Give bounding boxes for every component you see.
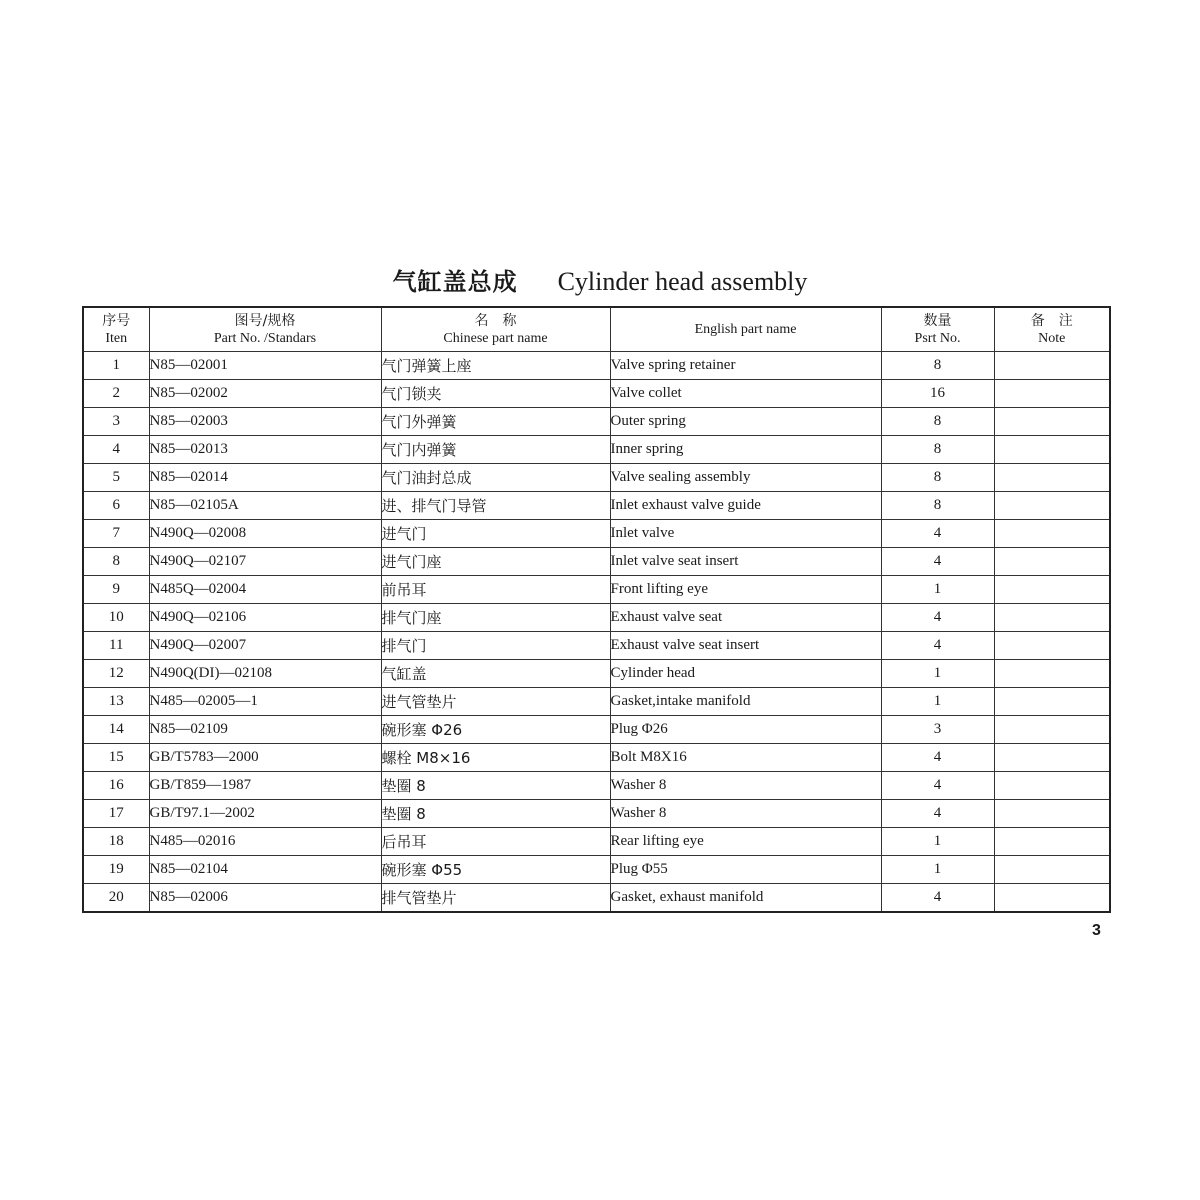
cell-part-number: N85—02002	[149, 380, 381, 408]
cell-note	[994, 660, 1110, 688]
table-row	[83, 632, 1110, 660]
cell-english-name: Inlet valve seat insert	[610, 548, 881, 576]
cell-chinese-name: 碗形塞 Φ26	[381, 716, 610, 744]
cell-item: 5	[83, 464, 149, 492]
cell-part-number: GB/T97.1—2002	[149, 800, 381, 828]
table-row	[83, 744, 1110, 772]
cell-note	[994, 688, 1110, 716]
cell-part-number: N85—02109	[149, 716, 381, 744]
cell-part-number: N85—02105A	[149, 492, 381, 520]
cell-note	[994, 884, 1110, 913]
cell-quantity: 1	[881, 688, 994, 716]
cell-quantity: 4	[881, 744, 994, 772]
table-row	[83, 352, 1110, 380]
cell-note	[994, 380, 1110, 408]
table-row	[83, 660, 1110, 688]
header-english-name: English part name	[610, 307, 881, 352]
cell-quantity: 1	[881, 856, 994, 884]
parts-table	[82, 306, 1111, 913]
cell-english-name: Valve collet	[610, 380, 881, 408]
cell-note	[994, 548, 1110, 576]
cell-quantity: 1	[881, 660, 994, 688]
cell-quantity: 4	[881, 520, 994, 548]
cell-english-name: Inlet valve	[610, 520, 881, 548]
cell-chinese-name: 后吊耳	[381, 828, 610, 856]
table-row	[83, 800, 1110, 828]
cell-item: 14	[83, 716, 149, 744]
cell-english-name: Rear lifting eye	[610, 828, 881, 856]
table-row	[83, 716, 1110, 744]
cell-note	[994, 436, 1110, 464]
cell-item: 2	[83, 380, 149, 408]
cell-quantity: 4	[881, 772, 994, 800]
cell-quantity: 8	[881, 352, 994, 380]
cell-item: 10	[83, 604, 149, 632]
cell-item: 8	[83, 548, 149, 576]
cell-quantity: 8	[881, 464, 994, 492]
cell-quantity: 8	[881, 492, 994, 520]
cell-english-name: Gasket, exhaust manifold	[610, 884, 881, 913]
cell-english-name: Plug Φ26	[610, 716, 881, 744]
cell-note	[994, 464, 1110, 492]
cell-quantity: 1	[881, 828, 994, 856]
cell-chinese-name: 进气门座	[381, 548, 610, 576]
table-row	[83, 828, 1110, 856]
cell-english-name: Inner spring	[610, 436, 881, 464]
cell-part-number: N85—02104	[149, 856, 381, 884]
table-row	[83, 548, 1110, 576]
cell-english-name: Valve spring retainer	[610, 352, 881, 380]
cell-note	[994, 856, 1110, 884]
cell-english-name: Exhaust valve seat insert	[610, 632, 881, 660]
cell-chinese-name: 垫圈 8	[381, 772, 610, 800]
cell-english-name: Valve sealing assembly	[610, 464, 881, 492]
title-chinese: 气缸盖总成	[392, 268, 518, 296]
cell-chinese-name: 前吊耳	[381, 576, 610, 604]
cell-part-number: N85—02001	[149, 352, 381, 380]
cell-note	[994, 408, 1110, 436]
cell-quantity: 4	[881, 604, 994, 632]
cell-chinese-name: 垫圈 8	[381, 800, 610, 828]
cell-part-number: N490Q—02008	[149, 520, 381, 548]
header-quantity: 数量 Psrt No.	[881, 307, 994, 352]
cell-part-number: N490Q(DI)—02108	[149, 660, 381, 688]
title-english: Cylinder head assembly	[557, 267, 808, 296]
cell-english-name: Gasket,intake manifold	[610, 688, 881, 716]
cell-chinese-name: 排气门座	[381, 604, 610, 632]
table-row	[83, 520, 1110, 548]
cell-quantity: 8	[881, 436, 994, 464]
cell-note	[994, 576, 1110, 604]
cell-part-number: N490Q—02106	[149, 604, 381, 632]
header-chinese-name: 名 称 Chinese part name	[381, 307, 610, 352]
cell-item: 7	[83, 520, 149, 548]
cell-note	[994, 520, 1110, 548]
page-title	[0, 262, 1200, 302]
table-row	[83, 408, 1110, 436]
cell-english-name: Outer spring	[610, 408, 881, 436]
cell-quantity: 16	[881, 380, 994, 408]
cell-part-number: GB/T859—1987	[149, 772, 381, 800]
header-part-number: 图号/规格 Part No. /Standars	[149, 307, 381, 352]
table-row	[83, 604, 1110, 632]
cell-part-number: N85—02014	[149, 464, 381, 492]
cell-quantity: 8	[881, 408, 994, 436]
cell-chinese-name: 气门锁夹	[381, 380, 610, 408]
cell-english-name: Cylinder head	[610, 660, 881, 688]
table-row	[83, 688, 1110, 716]
header-item: 序号 Iten	[83, 307, 149, 352]
cell-item: 3	[83, 408, 149, 436]
cell-note	[994, 744, 1110, 772]
cell-english-name: Front lifting eye	[610, 576, 881, 604]
cell-note	[994, 352, 1110, 380]
cell-english-name: Bolt M8X16	[610, 744, 881, 772]
cell-chinese-name: 气缸盖	[381, 660, 610, 688]
table-row	[83, 576, 1110, 604]
cell-part-number: N490Q—02007	[149, 632, 381, 660]
cell-chinese-name: 进气门	[381, 520, 610, 548]
cell-note	[994, 772, 1110, 800]
cell-quantity: 4	[881, 548, 994, 576]
table-header-row	[83, 307, 1110, 352]
cell-part-number: N85—02003	[149, 408, 381, 436]
cell-part-number: N485Q—02004	[149, 576, 381, 604]
cell-chinese-name: 螺栓 M8×16	[381, 744, 610, 772]
cell-item: 11	[83, 632, 149, 660]
cell-quantity: 1	[881, 576, 994, 604]
table-row	[83, 464, 1110, 492]
cell-part-number: N485—02016	[149, 828, 381, 856]
cell-chinese-name: 气门油封总成	[381, 464, 610, 492]
cell-chinese-name: 排气管垫片	[381, 884, 610, 913]
cell-quantity: 4	[881, 884, 994, 913]
cell-english-name: Washer 8	[610, 800, 881, 828]
cell-english-name: Plug Φ55	[610, 856, 881, 884]
cell-item: 1	[83, 352, 149, 380]
cell-english-name: Washer 8	[610, 772, 881, 800]
cell-note	[994, 492, 1110, 520]
cell-chinese-name: 排气门	[381, 632, 610, 660]
cell-note	[994, 632, 1110, 660]
cell-chinese-name: 碗形塞 Φ55	[381, 856, 610, 884]
cell-chinese-name: 进气管垫片	[381, 688, 610, 716]
cell-chinese-name: 气门弹簧上座	[381, 352, 610, 380]
cell-item: 6	[83, 492, 149, 520]
cell-chinese-name: 进、排气门导管	[381, 492, 610, 520]
cell-english-name: Exhaust valve seat	[610, 604, 881, 632]
page-number: 3	[1092, 922, 1101, 939]
cell-part-number: GB/T5783—2000	[149, 744, 381, 772]
cell-part-number: N490Q—02107	[149, 548, 381, 576]
table-row	[83, 436, 1110, 464]
cell-item: 15	[83, 744, 149, 772]
cell-part-number: N85—02013	[149, 436, 381, 464]
cell-quantity: 4	[881, 632, 994, 660]
cell-item: 17	[83, 800, 149, 828]
table-row	[83, 492, 1110, 520]
cell-item: 18	[83, 828, 149, 856]
table-row	[83, 380, 1110, 408]
cell-item: 13	[83, 688, 149, 716]
cell-note	[994, 828, 1110, 856]
cell-item: 20	[83, 884, 149, 913]
cell-english-name: Inlet exhaust valve guide	[610, 492, 881, 520]
cell-chinese-name: 气门内弹簧	[381, 436, 610, 464]
cell-note	[994, 800, 1110, 828]
table-row	[83, 772, 1110, 800]
cell-item: 12	[83, 660, 149, 688]
cell-item: 19	[83, 856, 149, 884]
cell-quantity: 3	[881, 716, 994, 744]
cell-note	[994, 716, 1110, 744]
cell-quantity: 4	[881, 800, 994, 828]
cell-item: 9	[83, 576, 149, 604]
cell-part-number: N485—02005—1	[149, 688, 381, 716]
table-row	[83, 884, 1110, 913]
cell-note	[994, 604, 1110, 632]
header-note: 备 注 Note	[994, 307, 1110, 352]
cell-item: 16	[83, 772, 149, 800]
cell-part-number: N85—02006	[149, 884, 381, 913]
table-row	[83, 856, 1110, 884]
cell-item: 4	[83, 436, 149, 464]
cell-chinese-name: 气门外弹簧	[381, 408, 610, 436]
